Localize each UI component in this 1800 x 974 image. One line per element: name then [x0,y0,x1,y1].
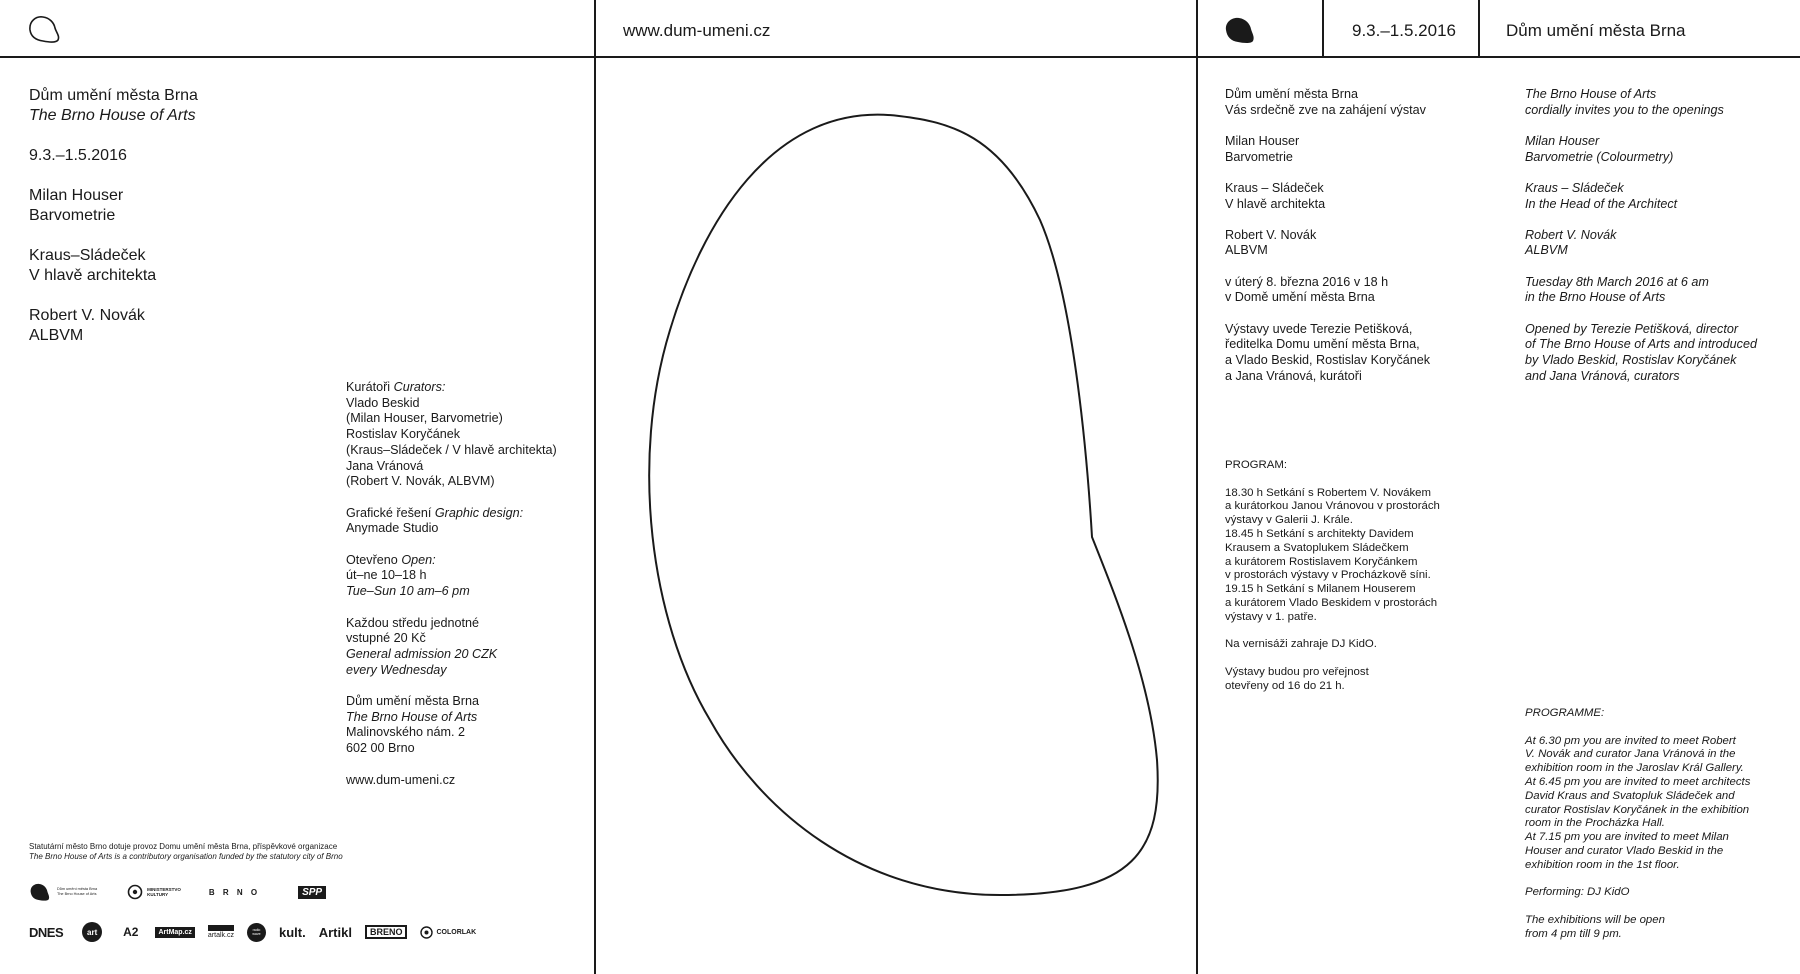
address-name-en: The Brno House of Arts [346,709,478,724]
partner-logos-row-1 [29,880,326,904]
program-cz-open: otevřeny od 16 do 21 h. [1225,679,1345,692]
admission-en: every Wednesday [346,662,447,677]
art-logo [82,922,102,942]
invite-cz-opened: ředitelka Domu umění města Brna, [1225,337,1420,352]
ministry-name-line-2: KULTURY [147,892,169,897]
colorlak-logo-text: COLORLAK [436,928,477,936]
invite-cz-opened: Výstavy uvede Terezie Petišková, [1225,321,1413,336]
design-studio: Anymade Studio [346,521,439,536]
radio-wave-logo-text: radio wave [252,928,261,936]
blob-filled-logo-icon [1224,15,1256,45]
program-cz-open: Výstavy budou pro veřejnost [1225,665,1369,678]
header-divider-venue [1478,0,1480,57]
info-website-link[interactable]: www.dum-umeni.cz [346,772,456,787]
program-en-open: The exhibitions will be open [1525,913,1665,926]
invite-en-exh2-title: In the Head of the Architect [1525,196,1678,211]
program-en-line: exhibition room in the Jaroslav Král Gallery. [1525,762,1744,775]
open-label-en: Open: [401,552,436,567]
program-en-line: At 6.30 pm you are invited to meet Robert [1525,734,1736,747]
program-cz-line: Krausem a Svatoplukem Sládečkem [1225,541,1409,554]
invite-en-opened: Opened by Terezie Petišková, director [1525,321,1739,336]
invite-en-opened: and Jana Vránová, curators [1525,368,1680,383]
program-cz-line: 18.45 h Setkání s architekty Davidem [1225,527,1414,540]
invite-en-when: Tuesday 8th March 2016 at 6 am [1525,274,1709,289]
colorlak-logo [420,926,476,939]
address-street: Malinovského nám. 2 [346,725,466,740]
invite-cz-opened: a Vlado Beskid, Rostislav Koryčánek [1225,352,1431,367]
invite-cz-intro: Vás srdečně zve na zahájení výstav [1225,102,1426,117]
program-cz-line: a kurátorkou Janou Vránovou v prostorách [1225,500,1440,513]
program-cz-line: a kurátorem Vlado Beskidem v prostorách [1225,596,1438,609]
opening-hours-cz: út–ne 10–18 h [346,568,427,583]
funding-note [29,842,569,862]
program-en-line: At 6.45 pm you are invited to meet architects [1525,775,1751,788]
program-en [1525,707,1797,942]
program-en-line: At 7.15 pm you are invited to meet Milan [1525,831,1729,844]
invite-cz-when: v úterý 8. března 2016 v 18 h [1225,274,1389,289]
curator-line: (Kraus–Sládeček / V hlavě architekta) [346,442,557,457]
house-of-arts-caption-cz: Dům umění města Brna [57,887,98,891]
invite-cz-opened: a Jana Vránová, kurátoři [1225,368,1362,383]
invitation-en-column [1525,87,1797,384]
curator-line: Jana Vránová [346,458,424,473]
exhibition-2-title: V hlavě architekta [29,267,157,284]
invite-en-opened: of The Brno House of Arts and introduced [1525,337,1757,352]
program-en-line: exhibition room in the 1st floor. [1525,858,1680,871]
program-cz-label: PROGRAM: [1225,459,1288,471]
header-venue: Dům umění města Brna [1506,21,1686,40]
program-cz [1225,459,1487,694]
invite-cz-exh3-title: ALBVM [1225,243,1268,258]
colorlak-emblem-icon [420,926,433,939]
radio-wave-logo [247,923,266,942]
program-cz-dj: Na vernisáži zahraje DJ KidO. [1225,638,1377,651]
art-logo-text: art [87,927,98,937]
invite-cz-exh2-artist: Kraus – Sládeček [1225,180,1324,195]
invite-cz-exh1-title: Barvometrie [1225,149,1293,164]
exhibition-3-artist: Robert V. Novák [29,307,145,324]
invite-en-exh1-title: Barvometrie (Colourmetry) [1525,149,1674,164]
program-cz-line: a kurátorem Rostislavem Koryčánkem [1225,555,1418,568]
ministry-emblem-icon [127,884,143,900]
header-website[interactable]: www.dum-umeni.cz [623,21,771,40]
house-of-arts-logo [29,882,97,902]
curators-label-en: Curators: [393,380,446,394]
header-dates: 9.3.–1.5.2016 [1352,21,1456,40]
funding-note-cz: Statutární město Brno dotuje provoz Domu umění města Brna, příspěvkové organizace [29,842,338,851]
design-label-cz: Grafické řešení [346,505,432,520]
admission-en: General admission 20 CZK [346,646,498,661]
program-en-line: V. Novák and curator Jana Vránová in the [1525,748,1736,761]
dnes-logo: DNES [29,924,64,940]
blob-filled-small-icon [29,882,51,902]
program-en-label: PROGRAMME: [1525,707,1605,719]
artmap-logo: ArtMap.cz [155,927,194,938]
invite-en-exh1-artist: Milan Houser [1525,133,1600,148]
exhibition-dates: 9.3.–1.5.2016 [29,147,127,164]
invite-en-exh3-artist: Robert V. Novák [1525,227,1617,242]
program-en-open: from 4 pm till 9 pm. [1525,927,1622,940]
program-cz-line: 18.30 h Setkání s Robertem V. Novákem [1225,486,1431,499]
invite-en-intro: The Brno House of Arts [1525,87,1657,101]
invite-en-exh3-title: ALBVM [1525,243,1568,258]
program-en-line: Houser and curator Vlado Beskid in the [1525,844,1724,857]
venue-name-en: The Brno House of Arts [29,107,196,124]
program-cz-line: v prostorách výstavy v Procházkově síni. [1225,569,1431,582]
design-label-en: Graphic design: [434,505,524,520]
invite-cz-intro: Dům umění města Brna [1225,87,1358,101]
info-column [346,380,591,788]
invite-cz-exh3-artist: Robert V. Novák [1225,227,1317,242]
exhibition-1-title: Barvometrie [29,207,116,224]
curator-line: Rostislav Koryčánek [346,427,461,442]
address-name-cz: Dům umění města Brna [346,694,479,708]
open-label-cz: Otevřeno [346,552,398,567]
curator-line: Vlado Beskid [346,395,420,410]
ministry-of-culture-logo [127,884,181,900]
program-en-line: curator Rostislav Koryčánek in the exhibition [1525,803,1750,816]
venue-name-cz: Dům umění města Brna [29,87,198,104]
invite-cz-where: v Domě umění města Brna [1225,290,1375,305]
brno-city-logo: B R N O [208,887,261,897]
funding-note-en: The Brno House of Arts is a contributory organisation funded by the statutory city of Brno [29,852,343,861]
spp-logo: SPP [298,886,326,899]
invitation-cz-column [1225,87,1487,384]
admission-cz: vstupné 20 Kč [346,631,426,646]
program-en-dj: Performing: DJ KidO [1525,886,1630,899]
program-en-line: David Kraus and Svatopluk Sládeček and [1525,789,1735,802]
invite-en-opened: by Vlado Beskid, Rostislav Koryčánek [1525,352,1737,367]
curator-line: (Milan Houser, Barvometrie) [346,411,503,426]
breno-logo: BRENO [365,925,408,939]
blob-illustration [596,58,1196,974]
house-of-arts-caption-en: The Brno House of Arts [57,892,97,896]
invite-cz-exh2-title: V hlavě architekta [1225,196,1326,211]
admission-cz: Každou středu jednotné [346,615,480,630]
invite-en-intro: cordially invites you to the openings [1525,102,1724,117]
ministry-name-line-1: MINISTERSTVO [147,886,181,892]
exhibition-2-artist: Kraus–Sládeček [29,247,146,264]
address-city: 602 00 Brno [346,741,415,756]
invite-cz-exh1-artist: Milan Houser [1225,133,1300,148]
invite-en-exh2-artist: Kraus – Sládeček [1525,180,1624,195]
panel-divider-right [1196,0,1198,974]
opening-hours-en: Tue–Sun 10 am–6 pm [346,584,470,599]
a2-logo: A2 [123,925,139,939]
program-en-line: room in the Procházka Hall. [1525,817,1665,830]
exhibition-3-title: ALBVM [29,327,84,344]
exhibition-1-artist: Milan Houser [29,187,124,204]
program-cz-line: výstavy v Galerii J. Krále. [1225,514,1353,527]
left-title-block [29,86,329,346]
artikl-logo: Artikl [318,924,352,940]
artalk-logo: artalk.cz [208,925,234,939]
curator-line: (Robert V. Novák, ALBVM) [346,474,495,489]
kult-logo: kult. [278,924,306,940]
invite-en-where: in the Brno House of Arts [1525,290,1666,305]
header-divider-dates [1322,0,1324,57]
partner-logos-row-2 [29,922,476,942]
program-cz-line: výstavy v 1. patře. [1225,610,1317,623]
blob-outline-logo-icon [27,14,61,44]
curators-label-cz: Kurátoři [346,380,391,394]
program-cz-line: 19.15 h Setkání s Milanem Houserem [1225,583,1416,596]
